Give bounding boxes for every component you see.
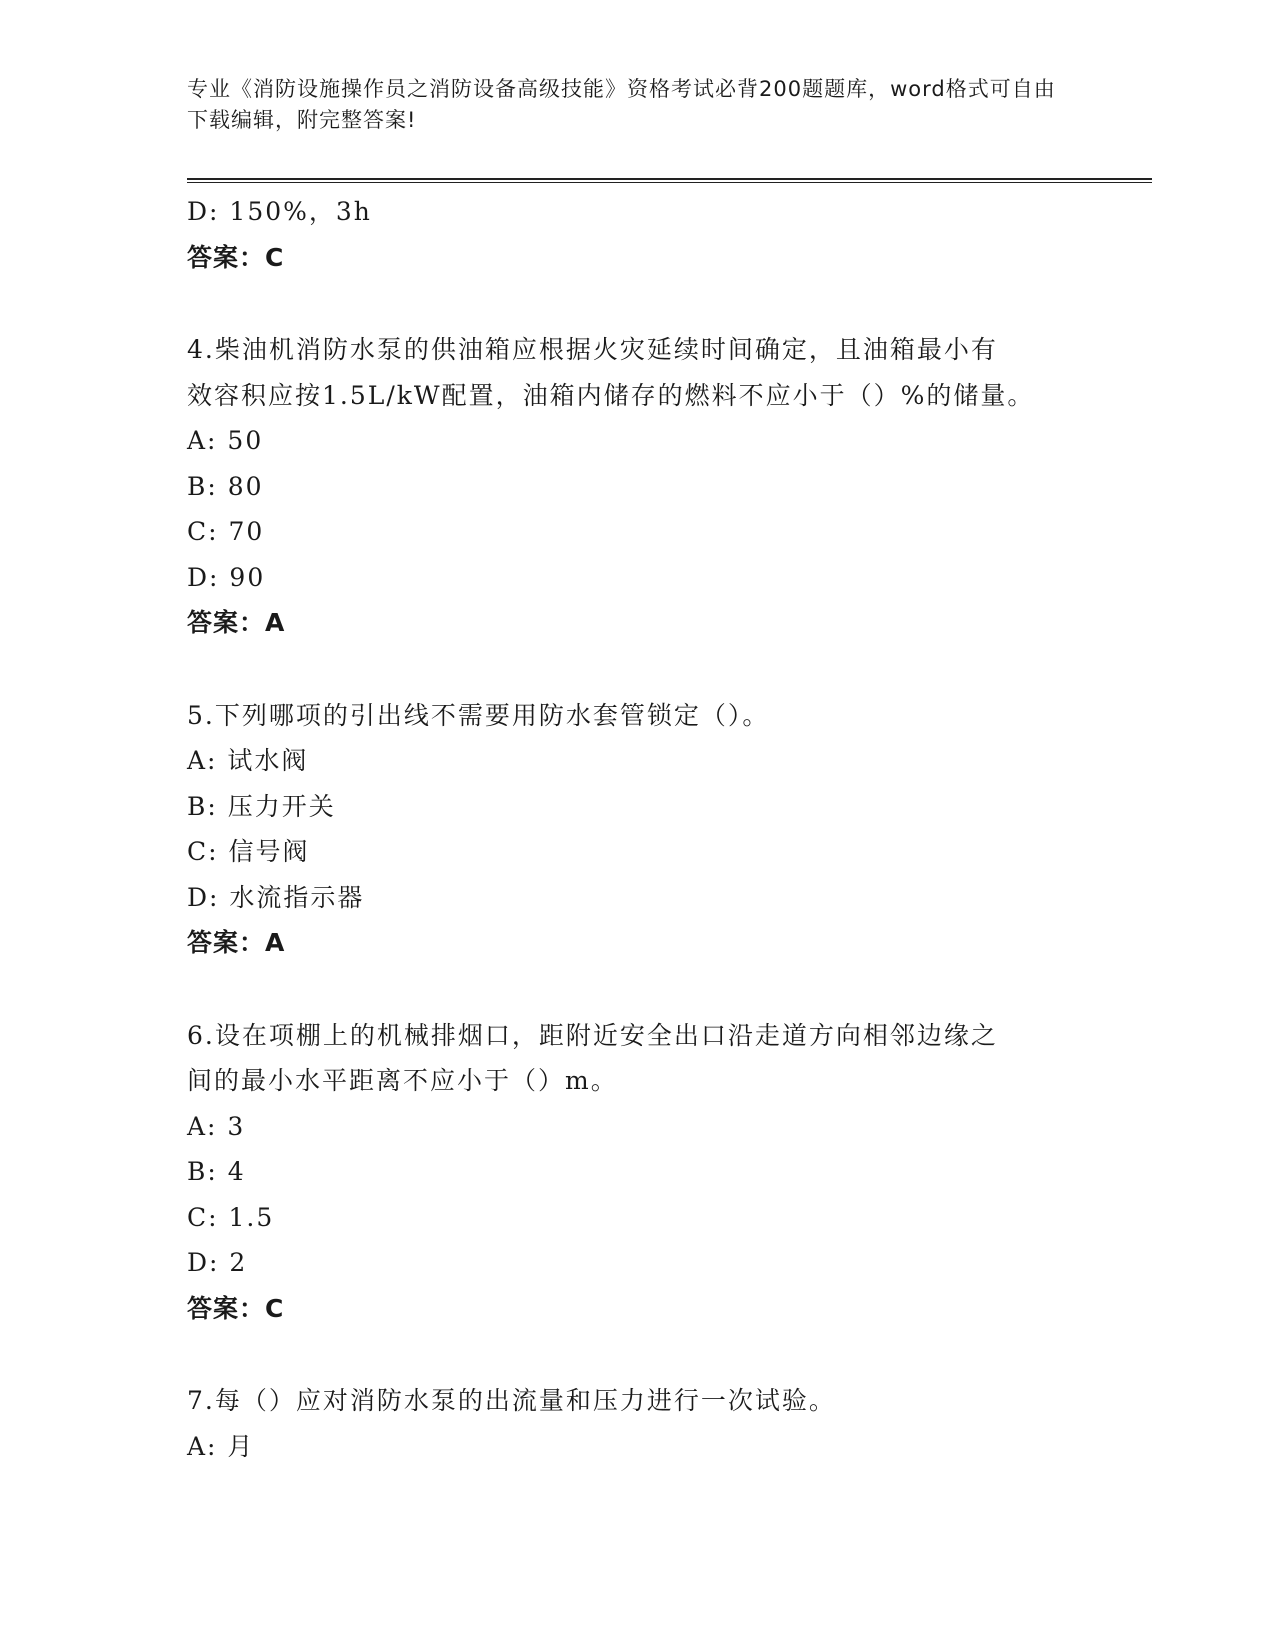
question-5-answer: 答案：A [187,928,286,957]
question-4 [187,327,1067,646]
spacer [187,1331,1067,1378]
spacer [187,966,1067,1013]
question-5-option-c: C: 信号阀 [187,837,310,866]
document-body [187,189,1067,1469]
question-4-option-c: C: 70 [187,517,265,546]
question-5 [187,693,1067,966]
question-7 [187,1378,1067,1469]
question-4-answer: 答案：A [187,608,286,637]
header-divider [187,178,1152,183]
question-6-text-line-1: 6.设在项棚上的机械排烟口，距附近安全出口沿走道方向相邻边缘之 [187,1020,998,1050]
carryover-answer: 答案：C [187,242,285,272]
question-6-option-b: B: 4 [187,1157,246,1186]
question-6 [187,1013,1067,1332]
question-5-option-a: A: 试水阀 [187,746,309,775]
question-4-option-d: D: 90 [187,562,266,592]
question-6-option-d: D: 2 [187,1248,248,1277]
page-header: 专业《消防设施操作员之消防设备高级技能》资格考试必背200题题库，word格式可自由下载编辑，附完整答案! [187,77,1056,132]
question-6-text-line-2: 间的最小水平距离不应小于（）m。 [187,1066,618,1095]
question-6-answer: 答案：C [187,1293,285,1323]
question-5-text: 5.下列哪项的引出线不需要用防水套管锁定（）。 [187,700,770,730]
spacer [187,646,1067,693]
carryover-option-d: D: 150%，3h [187,197,372,226]
question-4-option-b: B: 80 [187,471,264,501]
spacer [187,280,1067,327]
question-6-option-a: A: 3 [187,1111,246,1141]
question-5-option-b: B: 压力开关 [187,791,336,821]
question-6-option-c: C: 1.5 [187,1202,275,1232]
question-4-text-line-1: 4.柴油机消防水泵的供油箱应根据火灾延续时间确定，且油箱最小有 [187,335,998,364]
question-4-text-line-2: 效容积应按1.5L/kW配置，油箱内储存的燃料不应小于（）%的储量。 [187,380,1035,410]
question-4-option-a: A: 50 [187,426,264,455]
question-5-option-d: D: 水流指示器 [187,882,365,912]
question-7-text: 7.每（）应对消防水泵的出流量和压力进行一次试验。 [187,1386,836,1415]
question-7-option-a: A: 月 [187,1431,255,1461]
